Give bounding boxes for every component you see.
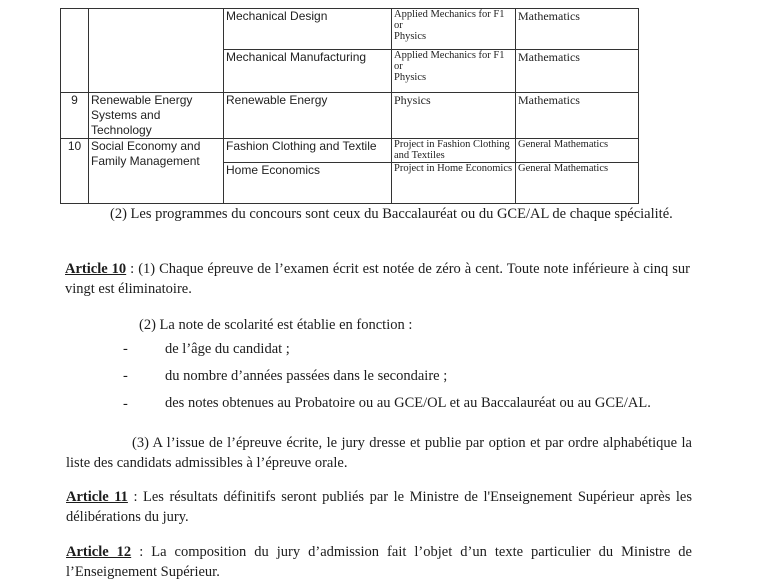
subject1-line: or [394,20,403,31]
subject2-cell: Mathematics [516,93,639,139]
program-cell [89,9,224,93]
article-12-text: : La composition du jury d’admission fait l’objet d’un texte particulier du Ministre de l’Enseignement Supérieur. [66,544,692,580]
specialty-table [60,8,639,204]
row-number-cell: 9 [61,93,89,139]
article-11-text: : Les résultats définitifs seront publiés par le Ministre de l'Enseignement Supérieur après les délibérations du jury. [66,489,692,525]
option-cell: Fashion Clothing and Textile [224,139,392,163]
subject1-line: Physics [394,31,427,42]
article-11-label: Article 11 [66,489,128,505]
subject1-cell: Project in Fashion Clothing and Textiles [392,139,516,163]
table-row [61,93,639,139]
subject1-cell: Physics [392,93,516,139]
row-number-cell: 10 [61,139,89,204]
article-10-paragraph-3: (3) A l’issue de l’épreuve écrite, le jury dresse et publie par option et par ordre alphabétique la liste des candidats admissibles à l’épreuve orale. [66,435,692,471]
article-12 [66,542,692,582]
subject2-cell: General Mathematics [516,163,639,204]
subject1-cell [392,50,516,93]
option-cell: Mechanical Manufacturing [224,50,392,93]
table-row [61,9,639,50]
program-cell: Social Economy and Family Management [89,139,224,204]
subject1-line: Physics [394,72,427,83]
bullet-item: de l’âge du candidat ; [165,341,290,357]
article-10 [65,259,690,299]
article-10-paragraph-2: (2) La note de scolarité est établie en fonction : [139,317,413,333]
bullet-marker: - [123,341,128,357]
bullet-item: des notes obtenues au Probatoire ou au GCE/OL et au Baccalauréat ou au GCE/AL. [165,395,651,411]
option-cell: Home Economics [224,163,392,204]
subject2-cell: Mathematics [516,9,639,50]
subject1-line: Applied Mechanics for F1 [394,50,505,61]
article-10-label: Article 10 [65,261,127,277]
table-row [61,139,639,163]
program-cell: Renewable Energy Systems and Technology [89,93,224,139]
subject2-cell: Mathematics [516,50,639,93]
row-number-cell [61,9,89,93]
subject1-line: or [394,61,403,72]
subject2-cell: General Mathematics [516,139,639,163]
article-11 [66,487,692,527]
option-cell: Mechanical Design [224,9,392,50]
bullet-item: du nombre d’années passées dans le secondaire ; [165,368,448,384]
paragraph-programmes: (2) Les programmes du concours sont ceux du Baccalauréat ou du GCE/AL de chaque spécialité. [110,206,673,222]
subject1-cell [392,9,516,50]
option-cell: Renewable Energy [224,93,392,139]
bullet-marker: - [123,368,128,384]
article-12-label: Article 12 [66,544,132,560]
bullet-marker: - [123,396,128,412]
subject1-cell: Project in Home Economics [392,163,516,204]
subject1-line: Applied Mechanics for F1 [394,9,505,20]
article-10-text: : (1) Chaque épreuve de l’examen écrit est notée de zéro à cent. Toute note inférieure à cinq sur vingt est éliminatoire. [65,261,690,297]
